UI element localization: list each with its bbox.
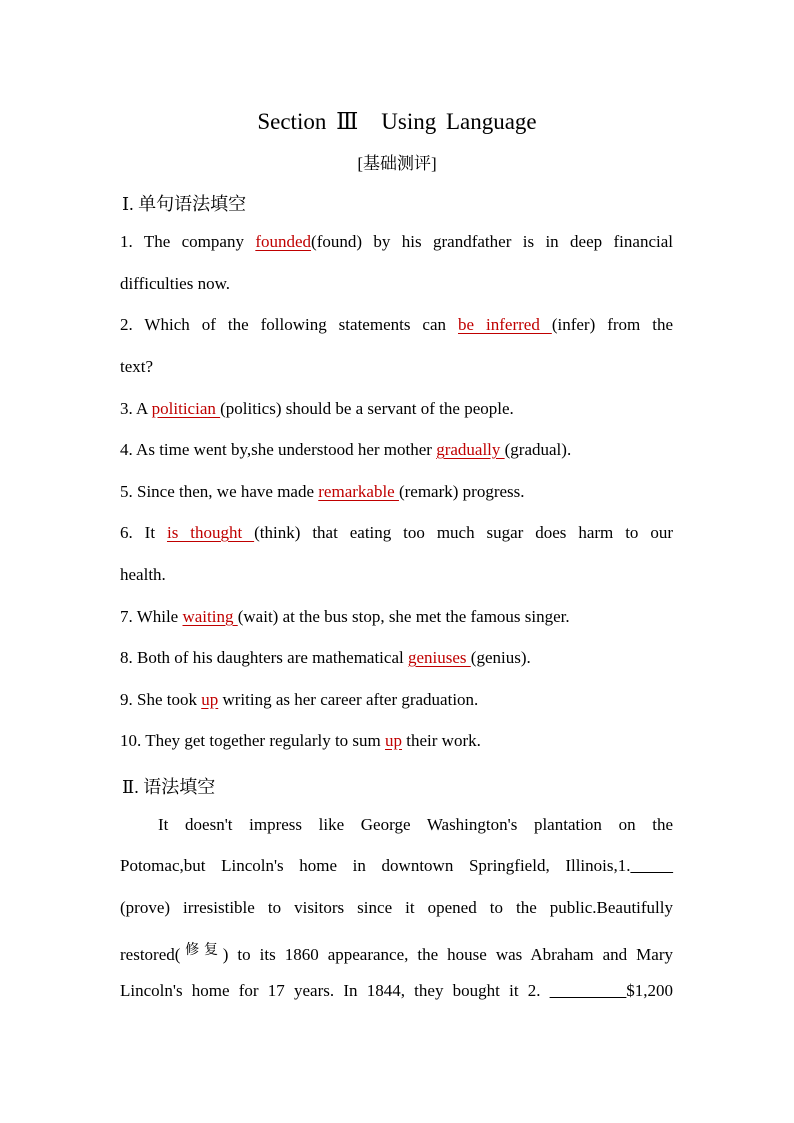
- passage-line-1: It doesn't impress like George Washington's plantation on the: [158, 815, 673, 834]
- question-3: [120, 398, 673, 420]
- q9-suffix: writing as her career after graduation.: [218, 690, 479, 709]
- q2-prefix: 2. Which of the following statements can: [120, 315, 458, 334]
- passage-line-4-end: ) to its 1860 appearance, the house was Abraham and Mary: [222, 945, 674, 964]
- part2-heading: Ⅱ. 语法填空: [122, 777, 216, 797]
- q10-prefix: 10. They get together regularly to sum: [120, 731, 386, 750]
- q1-answer: founded: [255, 232, 312, 251]
- q3-prefix: 3. A: [120, 399, 152, 418]
- passage-line-4: [120, 940, 673, 966]
- passage-line-2: [120, 855, 673, 877]
- question-5: [120, 481, 673, 503]
- passage-line-5-start: Lincoln's home for 17 years. In 1844, they bought it 2.: [120, 981, 550, 1000]
- question-1: [120, 231, 673, 253]
- q6-suffix: (think) that eating too much sugar does harm to our: [254, 523, 673, 542]
- q6-prefix: 6. It: [120, 523, 167, 542]
- q6-answer: is thought: [166, 523, 255, 542]
- q8-answer: geniuses: [407, 648, 471, 667]
- q7-prefix: 7. While: [120, 607, 183, 626]
- q7-answer: waiting: [182, 607, 238, 626]
- q1-suffix: (found) by his grandfather is in deep financial: [311, 232, 673, 251]
- passage-line-2-text: Potomac,but Lincoln's home in downtown Springfield, Illinois,1.: [120, 856, 631, 875]
- q2-suffix: (infer) from the: [551, 315, 673, 334]
- q8-suffix: (genius).: [470, 648, 531, 667]
- question-6-continued: health.: [120, 565, 166, 584]
- q5-prefix: 5. Since then, we have made: [120, 482, 319, 501]
- passage-line-4-start: restored(: [120, 945, 181, 964]
- blank-1: _____: [630, 856, 673, 875]
- page-title: Section Ⅲ Using Language: [257, 109, 537, 134]
- q5-answer: remarkable: [318, 482, 399, 501]
- q10-suffix: their work.: [402, 731, 481, 750]
- question-7: [120, 606, 673, 628]
- q4-answer: gradually: [436, 440, 505, 459]
- passage-line-3: (prove) irresistible to visitors since it opened to the public.Beautifully: [120, 898, 673, 917]
- question-6: [120, 522, 673, 544]
- question-2: [120, 314, 673, 336]
- question-8: [120, 647, 673, 669]
- part1-heading: Ⅰ. 单句语法填空: [122, 194, 247, 214]
- page-subtitle: [基础测评]: [357, 154, 437, 173]
- q4-prefix: 4. As time went by,she understood her mother: [120, 440, 437, 459]
- q2-answer: be inferred: [458, 315, 552, 334]
- question-10: [120, 730, 673, 752]
- q3-suffix: (politics) should be a servant of the people.: [220, 399, 514, 418]
- q3-answer: politician: [151, 399, 221, 418]
- q7-suffix: (wait) at the bus stop, she met the famous singer.: [237, 607, 570, 626]
- q9-answer: up: [201, 690, 219, 709]
- q8-prefix: 8. Both of his daughters are mathematical: [120, 648, 408, 667]
- q10-answer: up: [385, 731, 403, 750]
- question-4: [120, 439, 673, 461]
- blank-2: _________: [549, 981, 627, 1000]
- passage-line-5: [120, 980, 673, 1002]
- q4-suffix: (gradual).: [504, 440, 572, 459]
- question-1-continued: difficulties now.: [120, 274, 231, 293]
- restored-annotation: 修复: [180, 943, 223, 958]
- question-2-continued: text?: [120, 357, 154, 376]
- passage-line-5-end: $1,200: [626, 981, 673, 1000]
- q9-prefix: 9. She took: [120, 690, 202, 709]
- q5-suffix: (remark) progress.: [398, 482, 525, 501]
- question-9: [120, 689, 673, 711]
- q1-prefix: 1. The company: [120, 232, 256, 251]
